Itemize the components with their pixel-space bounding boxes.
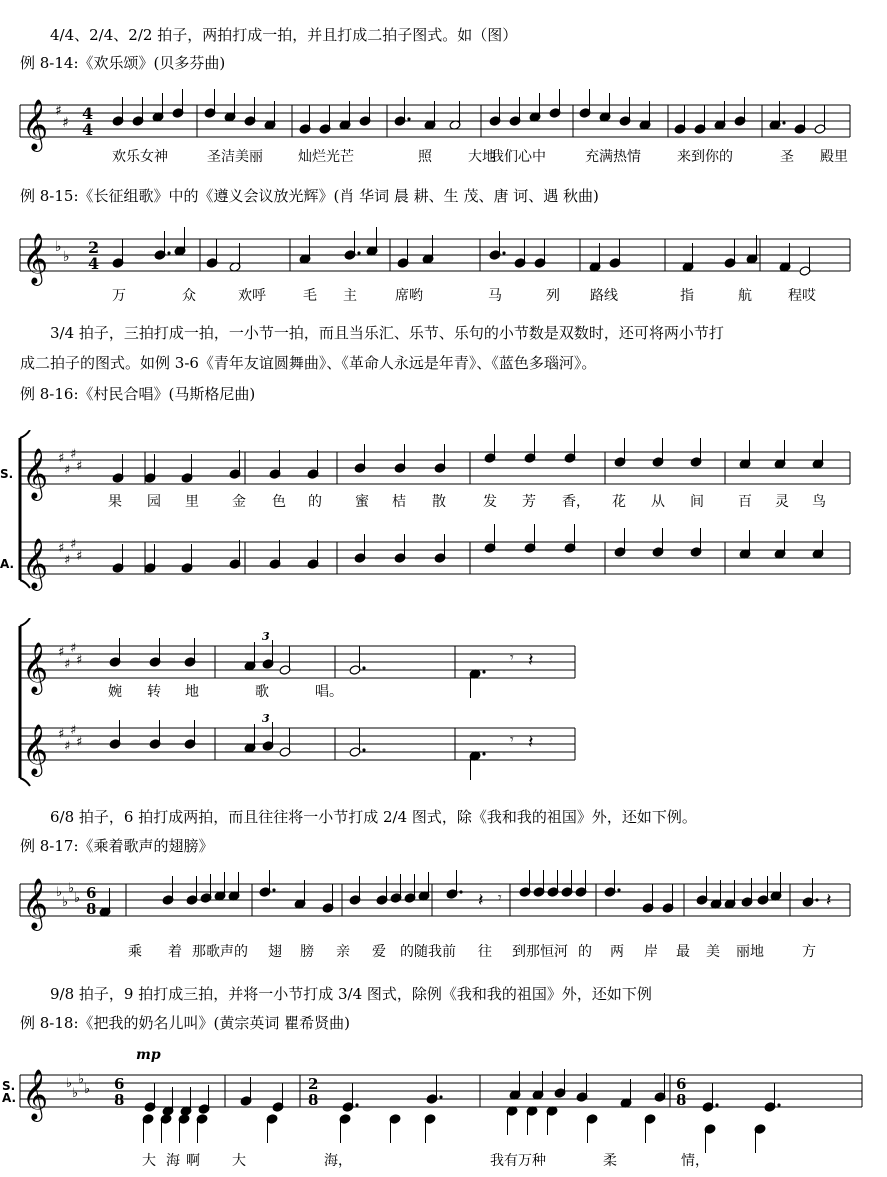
note-dot — [782, 121, 785, 124]
soprano-label: S. — [0, 467, 14, 481]
flat-icon: ♭ — [72, 1086, 79, 1101]
flat-icon: ♭ — [56, 885, 63, 900]
sharp-icon: ♯ — [64, 739, 71, 754]
lyric-syllable: 从 — [651, 494, 665, 510]
lyric-syllable: 欢乐女神 — [112, 149, 168, 165]
lyric-syllable: 花 — [612, 494, 626, 510]
lyric-syllable: 最 — [676, 944, 690, 960]
note-dot — [439, 1095, 442, 1098]
lyric-syllable: 充满热情 — [585, 149, 641, 165]
treble-clef-icon: 𝄞 — [22, 538, 49, 589]
flat-icon: ♭ — [66, 1076, 73, 1091]
sharp-icon: ♯ — [64, 463, 71, 478]
notes-8-16-a — [22, 434, 824, 591]
flat-icon: ♭ — [78, 1072, 85, 1087]
treble-clef-icon: 𝄞 — [22, 233, 49, 284]
treble-clef-icon: 𝄞 — [22, 724, 49, 775]
lyric-syllable: 那歌声的 — [192, 944, 248, 960]
paragraph-34-line2: 成二拍子的图式。如例 3-6《青年友谊圆舞曲》、《革命人永远是年青》、《蓝色多瑙河》。 — [20, 354, 597, 372]
lyric-syllable: 里 — [185, 494, 199, 510]
note-dot — [502, 251, 505, 254]
note-dot — [459, 890, 462, 893]
lyric-syllable: 来到你的 — [677, 149, 733, 165]
eighth-rest-icon: 𝄾 — [510, 732, 514, 748]
music-staff-8-14 — [0, 85, 887, 155]
flat-icon: ♭ — [62, 895, 69, 910]
flat-icon: ♭ — [68, 881, 75, 896]
lyric-syllable: 马 — [488, 288, 502, 304]
notes-8-14 — [112, 89, 826, 134]
note-dot — [357, 251, 360, 254]
lyric-syllable: 桔 — [392, 494, 406, 510]
lyric-syllable: 方 — [802, 944, 816, 960]
lyric-syllable: 园 — [147, 494, 161, 510]
lyric-syllable: 殿里 — [820, 149, 848, 165]
lyric-syllable: 膀 — [300, 944, 314, 960]
example-8-16-title: 例 8-16:《村民合唱》(马斯格尼曲) — [20, 385, 256, 403]
sharp-icon: ♯ — [76, 735, 83, 750]
lyric-syllable: 灵 — [775, 494, 789, 510]
note-dot — [355, 1103, 358, 1106]
example-8-15-title: 例 8-15:《长征组歌》中的《遵义会议放光辉》(肖 华词 晨 耕、生 茂、唐 诃、遇 秋曲) — [20, 187, 599, 205]
lyric-syllable: 路线 — [590, 288, 618, 304]
time-sig-bottom: 8 — [308, 1091, 319, 1109]
paragraph-34-line1: 3/4 拍子，三拍打成一拍，一小节一拍，而且当乐汇、乐节、乐句的小节数是双数时，还可将两小节打 — [50, 324, 724, 342]
lyric-syllable: 大地 — [468, 149, 496, 165]
lyric-syllable: 的 — [578, 944, 592, 960]
alto-label: A. — [0, 557, 15, 571]
lyric-syllable: 鸟 — [812, 494, 826, 510]
lyric-syllable: 乘 — [128, 944, 142, 960]
sharp-icon: ♯ — [70, 537, 77, 552]
lyric-syllable: 海， — [324, 1153, 352, 1169]
music-system-8-16-b — [0, 618, 887, 793]
lyric-syllable: 婉 — [108, 684, 122, 700]
lyric-syllable: 歌 — [255, 684, 269, 700]
sharp-icon: ♯ — [55, 103, 62, 119]
sharp-icon: ♯ — [76, 653, 83, 668]
time-sig-top: 2 — [308, 1075, 319, 1093]
note-dot — [482, 670, 485, 673]
lyric-syllable: 爱 — [372, 944, 386, 960]
lyric-syllable: 大 — [232, 1153, 246, 1169]
time-sig-top: 4 — [82, 104, 94, 123]
lyric-syllable: 万 — [112, 288, 126, 304]
lyric-syllable: 众 — [182, 288, 196, 304]
paragraph-98: 9/8 拍子，9 拍打成三拍，并将一小节打成 3/4 图式，除例《我和我的祖国》外，还如下例 — [50, 985, 652, 1003]
lyric-syllable: 岸 — [644, 944, 658, 960]
lyric-syllable: 海 — [166, 1153, 180, 1169]
treble-clef-icon: 𝄞 — [22, 642, 49, 693]
sharp-icon: ♯ — [58, 541, 65, 556]
time-sig-bottom: 8 — [676, 1091, 687, 1109]
example-8-14-title: 例 8-14:《欢乐颂》(贝多芬曲) — [20, 54, 226, 72]
time-sig-top: 6 — [86, 884, 97, 902]
paragraph-time-signatures-44-24-22: 4/4、2/4、2/2 拍子，两拍打成一拍，并且打成二拍子图式。如（图） — [50, 26, 518, 44]
flat-icon: ♭ — [74, 891, 81, 906]
music-staff-8-17 — [0, 870, 887, 940]
notes-8-17 — [99, 870, 832, 917]
triplet-mark: 3 — [262, 630, 270, 643]
quarter-rest-icon: 𝄽 — [826, 890, 832, 911]
time-sig-bottom: 4 — [82, 120, 94, 139]
lyric-syllable: 啊 — [186, 1153, 200, 1169]
note-dot — [777, 1103, 780, 1106]
lyric-syllable: 香， — [562, 494, 590, 510]
note-dot — [272, 888, 275, 891]
lyric-syllable: 果 — [108, 494, 122, 510]
treble-clef-icon: 𝄞 — [22, 99, 49, 150]
note-dot — [715, 1103, 718, 1106]
sharp-icon: ♯ — [76, 459, 83, 474]
lyric-syllable: 着 — [168, 944, 182, 960]
lyric-syllable: 散 — [432, 494, 446, 510]
lyric-syllable: 丽地 — [736, 944, 764, 960]
quarter-rest-icon: 𝄽 — [478, 890, 484, 911]
treble-clef-icon: 𝄞 — [22, 448, 49, 499]
time-sig-top: 6 — [114, 1075, 125, 1093]
treble-clef-icon: 𝄞 — [22, 1069, 49, 1120]
lyric-syllable: 圣洁美丽 — [207, 149, 263, 165]
sharp-icon: ♯ — [76, 549, 83, 564]
music-staff-8-18 — [0, 1045, 887, 1155]
lyric-syllable: 金 — [232, 494, 246, 510]
lyric-syllable: 间 — [690, 494, 704, 510]
lyric-syllable: 我们心中 — [490, 149, 546, 165]
notes-8-16-b — [22, 638, 534, 780]
sharp-icon: ♯ — [70, 641, 77, 656]
lyric-syllable: 毛 — [303, 288, 317, 304]
soprano-alto-label: S. A. — [2, 1079, 17, 1105]
lyric-syllable: 我有万种 — [490, 1153, 546, 1169]
sharp-icon: ♯ — [70, 447, 77, 462]
sharp-icon: ♯ — [58, 451, 65, 466]
lyric-syllable: 转 — [147, 684, 161, 700]
lyric-syllable: 百 — [738, 494, 752, 510]
dynamic-mp: mp — [136, 1047, 161, 1063]
eighth-rest-icon: 𝄾 — [498, 890, 502, 906]
time-sig-bottom: 8 — [114, 1091, 125, 1109]
note-dot — [815, 898, 818, 901]
lyric-syllable: 大 — [142, 1153, 156, 1169]
lyric-syllable: 两 — [610, 944, 624, 960]
lyric-syllable: 程哎 — [788, 288, 816, 304]
lyric-syllable: 柔 — [603, 1153, 617, 1169]
treble-clef-icon: 𝄞 — [22, 878, 49, 929]
eighth-rest-icon: 𝄾 — [510, 650, 514, 666]
lyric-syllable: 列 — [546, 288, 560, 304]
lyric-syllable: 往 — [478, 944, 492, 960]
note-dot — [362, 748, 365, 751]
paragraph-68: 6/8 拍子，6 拍打成两拍，而且往往将一小节打成 2/4 图式，除《我和我的祖国》外，还如下例。 — [50, 808, 697, 826]
example-8-17-title: 例 8-17:《乘着歌声的翅膀》 — [20, 837, 214, 855]
lyric-syllable: 发 — [483, 494, 497, 510]
note-dot — [362, 666, 365, 669]
lyric-syllable: 情， — [681, 1153, 709, 1169]
sharp-icon: ♯ — [70, 723, 77, 738]
lyric-syllable: 的随我前 — [400, 944, 456, 960]
lyric-syllable: 色 — [272, 494, 286, 510]
note-dot — [407, 117, 410, 120]
flat-icon: ♭ — [55, 239, 62, 255]
triplet-mark: 3 — [262, 712, 270, 725]
example-8-18-title: 例 8-18:《把我的奶名儿叫》(黄宗英词 瞿希贤曲) — [20, 1014, 350, 1032]
lyric-syllable: 翅 — [268, 944, 282, 960]
notes-8-15 — [112, 227, 811, 276]
lyric-syllable: 指 — [680, 288, 694, 304]
lyric-syllable: 美 — [706, 944, 720, 960]
time-sig-top: 6 — [676, 1075, 687, 1093]
lyric-syllable: 芳 — [522, 494, 536, 510]
lyric-syllable: 航 — [738, 288, 752, 304]
lyric-syllable: 灿烂光芒 — [298, 149, 354, 165]
quarter-rest-icon: 𝄽 — [528, 650, 534, 671]
lyric-syllable: 席哟 — [395, 288, 423, 304]
note-dot — [482, 752, 485, 755]
lyric-syllable: 的 — [308, 494, 322, 510]
lyric-syllable: 唱。 — [315, 684, 343, 700]
note-dot — [617, 888, 620, 891]
music-system-8-16-a — [0, 430, 887, 605]
lyric-syllable: 欢呼 — [238, 288, 266, 304]
time-sig-bottom: 4 — [88, 254, 100, 273]
flat-icon: ♭ — [63, 249, 70, 265]
sharp-icon: ♯ — [64, 553, 71, 568]
sharp-icon: ♯ — [64, 657, 71, 672]
sharp-icon: ♯ — [58, 645, 65, 660]
lyric-syllable: 亲 — [336, 944, 350, 960]
lyric-syllable: 地 — [185, 684, 199, 700]
music-staff-8-15 — [0, 223, 887, 293]
quarter-rest-icon: 𝄽 — [528, 732, 534, 753]
note-dot — [167, 251, 170, 254]
lyric-syllable: 照 — [418, 149, 432, 165]
time-sig-top: 2 — [88, 238, 100, 257]
sharp-icon: ♯ — [62, 115, 69, 131]
lyric-syllable: 到那恒河 — [512, 944, 568, 960]
time-sig-bottom: 8 — [86, 900, 97, 918]
flat-icon: ♭ — [84, 1082, 91, 1097]
lyric-syllable: 圣 — [780, 149, 794, 165]
lyric-syllable: 蜜 — [355, 494, 369, 510]
lyric-syllable: 主 — [343, 288, 357, 304]
sharp-icon: ♯ — [58, 727, 65, 742]
